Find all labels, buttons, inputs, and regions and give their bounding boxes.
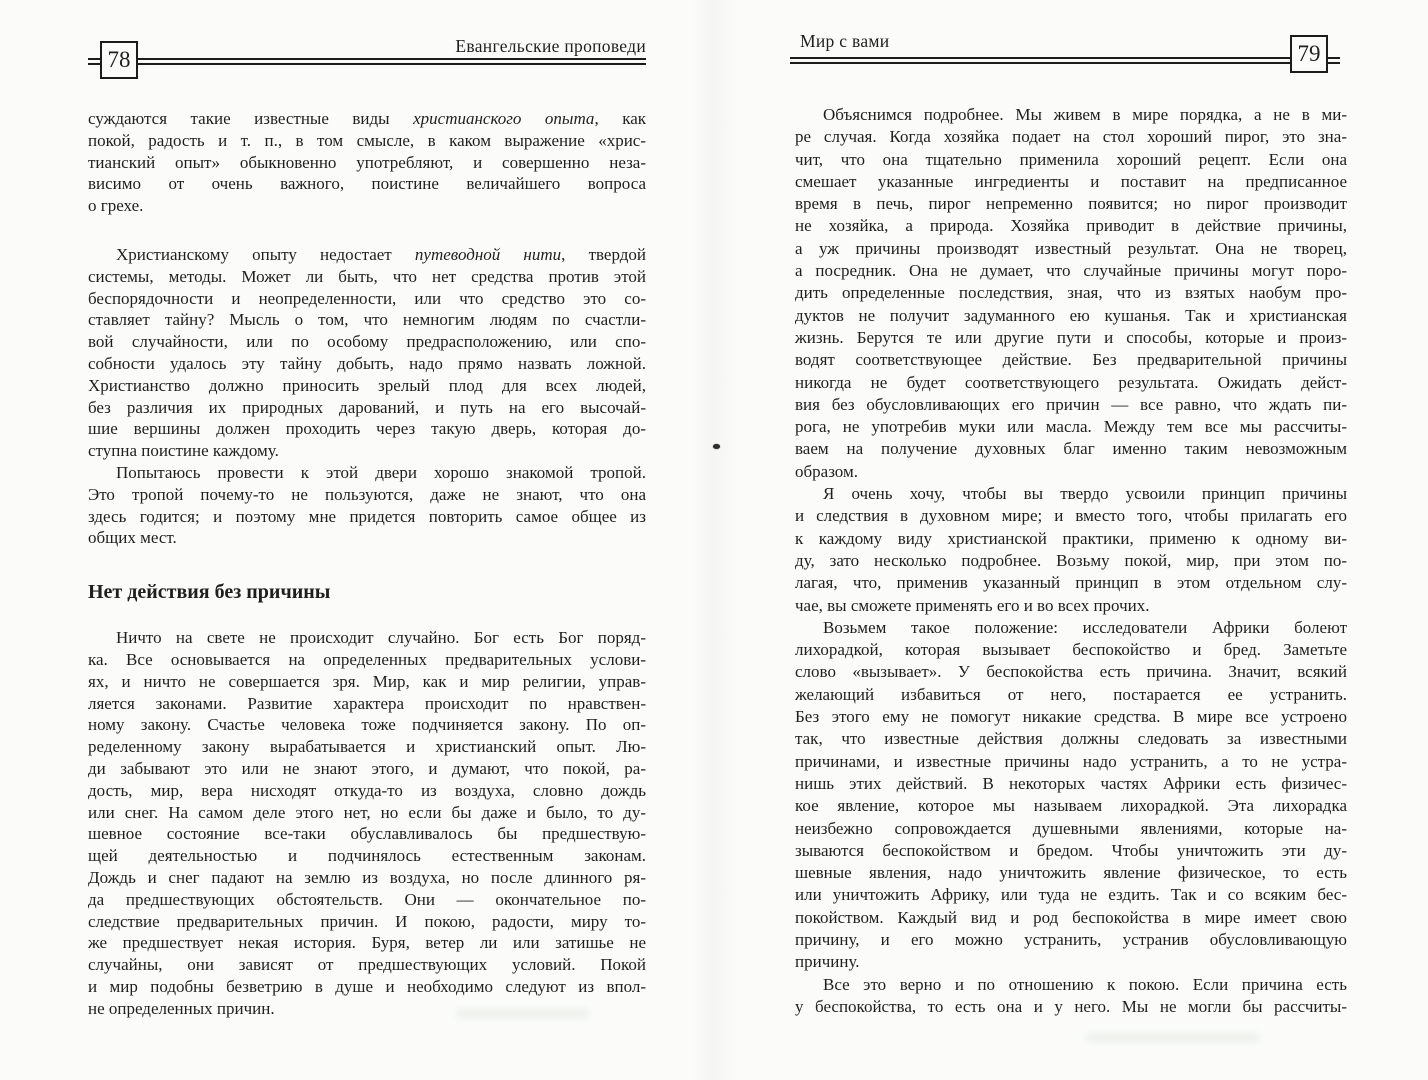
paragraph xyxy=(88,108,646,217)
page-number-right: 79 xyxy=(1297,41,1321,66)
ink-speck-artifact xyxy=(713,444,720,449)
header-double-rule-right xyxy=(790,57,1340,64)
text-line: или снег. На самом деле этого нет, но если бы даже и было, то ду- xyxy=(88,802,646,822)
paragraph xyxy=(795,617,1347,974)
text-line: чае, вы сможете применять его и во всех прочих. xyxy=(795,595,1150,615)
paragraph xyxy=(795,104,1347,483)
text-line: и мир подобны безветрию в душе и необходимо следуют из впол- xyxy=(88,976,646,996)
text-line: рога, не употребив муки или масла. Между тем все мы рассчиты- xyxy=(795,417,1347,437)
text-line: ному закону. Счастье человека тоже подчиняется закону. По оп- xyxy=(88,715,646,735)
text-line: не хозяйка, а природа. Хозяйка приводит в действие причины, xyxy=(795,216,1347,236)
text-line: слово «вызывает». У беспокойства есть причина. Значит, всякий xyxy=(795,662,1347,682)
text-line: неизбежно сопровождается душевными явлениями, которые на- xyxy=(795,818,1347,838)
text-line: щей деятельностью и подчинялось естественным законам. xyxy=(88,846,646,866)
text-line: беспорядочности и неопределенности, или что средство это со- xyxy=(88,288,646,308)
page-number-left: 78 xyxy=(107,47,131,72)
page-number-box-right xyxy=(1290,35,1328,73)
text-line: кое явление, которое мы называем лихорадкой. Эта лихорадка xyxy=(795,796,1347,816)
text-line: к каждому виду христианской практики, применю к одному ви- xyxy=(795,528,1347,548)
text-line: ре случая. Когда хозяйка подает на стол хороший пирог, это зна- xyxy=(795,127,1347,147)
text-line: жизнь. Берутся те или другие пути и способы, которые и произ- xyxy=(795,327,1347,347)
text-line: у беспокойства, то есть она и у него. Мы не могли бы рассчиты- xyxy=(795,996,1347,1016)
text-line: Возьмем такое положение: исследователи Африки болеют xyxy=(823,617,1347,637)
text-line: ляется законами. Развитие характера происходит по нравствен- xyxy=(88,693,646,713)
text-line: суждаются такие известные виды христианского опыта, как xyxy=(88,109,647,128)
text-line: без различия их природных дарований, и путь на его высочай- xyxy=(88,397,646,417)
text-line: шие вершины должен проходить через такую дверь, которая до- xyxy=(88,419,646,439)
text-line: ределенному закону вырабатывается и христианский опыт. Лю- xyxy=(88,737,646,757)
text-line: водят соответствующее действие. Без предварительной причины xyxy=(795,350,1347,370)
text-line: ях, и ничто не совершается зря. Мир, как и мир религии, управ- xyxy=(88,671,646,691)
running-head-right: Мир с вами xyxy=(800,31,890,51)
text-line: лихорадкой, которая вызывает беспокойство и бред. Заметьте xyxy=(795,640,1347,660)
text-line: время в печь, пирог непременно появится; но пирог производит xyxy=(795,194,1347,214)
page-number-box-left xyxy=(100,41,138,79)
text-line: шевные явления, надо уничтожить явление физическое, то есть xyxy=(795,863,1347,883)
text-line: чит, что она тщательно применила хороший рецепт. Если она xyxy=(795,149,1347,169)
text-line: общих мест. xyxy=(88,528,177,548)
page-79 xyxy=(714,0,1428,1080)
section-heading: Нет действия без причины xyxy=(88,581,331,604)
text-line: желающий избавиться от него, постарается ее устранить. xyxy=(795,684,1347,704)
text-line: дость, мир, вера нисходят откуда-то из воздуха, словно дождь xyxy=(88,780,646,800)
running-head-left: Евангельские проповеди xyxy=(455,36,646,56)
paragraph xyxy=(795,483,1347,617)
paragraph xyxy=(795,974,1347,1019)
text-line: Все это верно и по отношению к покою. Если причина есть xyxy=(823,974,1347,994)
text-line: смешает указанные ингредиенты и поставит на предписанное xyxy=(795,171,1347,191)
text-line: так, что известные действия должны следовать за известными xyxy=(795,729,1347,749)
text-line: здесь годится; и поэтому мне придется повторить самое общее из xyxy=(88,506,646,526)
text-line: системы, методы. Может ли быть, что нет средства против этой xyxy=(88,266,646,286)
text-line: ка. Все основывается на определенных предварительных услови- xyxy=(88,649,646,669)
text-line: покой, радость и т. п., в том смысле, в каком выражение «хрис- xyxy=(88,130,646,150)
text-line: тианский опыт» обыкновенно употребляют, и совершенно неза- xyxy=(88,152,646,172)
text-line: ди забывают это или не знают этого, и думают, что покой, ра- xyxy=(88,758,646,778)
text-line: Христианскому опыту недостает путеводной нити, твердой xyxy=(116,244,646,264)
text-line: нишь этих действий. В некоторых частях Африки есть физичес- xyxy=(795,773,1347,793)
text-line: собности удалось эту тайну добыть, надо прямо назвать ложной. xyxy=(88,353,646,373)
page-79-body xyxy=(795,104,1347,1018)
text-line: или уничтожить Африку, или туда не ездить. Так и со всяким бес- xyxy=(795,885,1347,905)
text-line: покойством. Каждый вид и род беспокойства в мире имеет свою xyxy=(795,907,1347,927)
text-line: дить определенные последствия, зная, что из взятых наобум про- xyxy=(795,283,1347,303)
text-line: а посредник. Она не думает, что случайные причины могут поро- xyxy=(795,261,1347,281)
text-line: шевное состояние все-таки обуславливалось бы предшествую- xyxy=(88,824,646,844)
text-line: Дождь и снег падают на землю из воздуха, но после длинного ря- xyxy=(88,867,646,887)
text-line: Ничто на свете не происходит случайно. Бог есть Бог поряд- xyxy=(116,628,646,648)
text-line: причину, и его можно устранить, устранив обусловливающую xyxy=(795,929,1347,949)
text-line: ступна поистине каждому. xyxy=(88,441,279,461)
text-line: причинами, и известные причины надо устранить, а то не устра- xyxy=(795,751,1347,771)
text-line: Без этого ему не помогут никакие средства. В мире все устроено xyxy=(795,707,1347,727)
text-line: случайны, они зависят от предшествующих условий. Покой xyxy=(88,955,646,975)
text-line: Я очень хочу, чтобы вы твердо усвоили принцип причины xyxy=(823,484,1347,504)
text-line: висимо от очень важного, поистине величайшего вопроса xyxy=(88,174,646,194)
text-line: да предшествующих обстоятельств. Они — окончательное по- xyxy=(88,889,646,909)
text-line: и следствия в духовном мире; и вместо того, чтобы прилагать его xyxy=(795,506,1347,526)
text-line: образом. xyxy=(795,461,858,481)
text-line: ваем на получение духовных благ именно таким невозможным xyxy=(795,439,1347,459)
text-line: Христианство должно приносить зрелый плод для всех людей, xyxy=(88,375,646,395)
paragraph xyxy=(88,244,646,462)
text-line: о грехе. xyxy=(88,196,144,216)
text-line: вия без обусловливающих его причин — все равно, что ждать пи- xyxy=(795,394,1347,414)
text-line: дуктов не получит задуманного ею кушанья. Так и христианская xyxy=(795,305,1347,325)
text-line: а уж причины производят известный результат. Она не творец, xyxy=(795,238,1347,258)
text-line: ставляет тайну? Мысль о том, что немногим людям по счастли- xyxy=(88,310,646,330)
text-line: вой случайности, или по особому предрасположению, или спо- xyxy=(88,332,646,352)
page-78-body xyxy=(88,108,646,1019)
text-line: не определенных причин. xyxy=(88,998,275,1018)
paragraph xyxy=(88,462,646,549)
text-line: Это тропой почему-то не пользуются, даже не знают, что она xyxy=(88,484,646,504)
text-line: следствие предварительных причин. И покою, радости, миру то- xyxy=(88,911,646,931)
text-line: причину. xyxy=(795,952,860,972)
header-double-rule-left xyxy=(88,58,646,65)
text-line: Объяснимся подробнее. Мы живем в мире порядка, а не в ми- xyxy=(823,105,1347,124)
text-line: никогда не будет соответствующего результата. Ожидать дейст- xyxy=(795,372,1347,392)
text-line: Попытаюсь провести к этой двери хорошо знакомой тропой. xyxy=(116,462,646,482)
text-line: лагая, что, применив указанный принцип в этом отдельном слу- xyxy=(795,573,1347,593)
paragraph xyxy=(88,627,646,1019)
text-line: же предшествует некая история. Буря, ветер ли или затишье не xyxy=(88,933,646,953)
text-line: ду, зато несколько подробнее. Возьму покой, мир, при этом по- xyxy=(795,550,1347,570)
text-line: зываются беспокойством и бредом. Чтобы уничтожить эти ду- xyxy=(795,840,1347,860)
